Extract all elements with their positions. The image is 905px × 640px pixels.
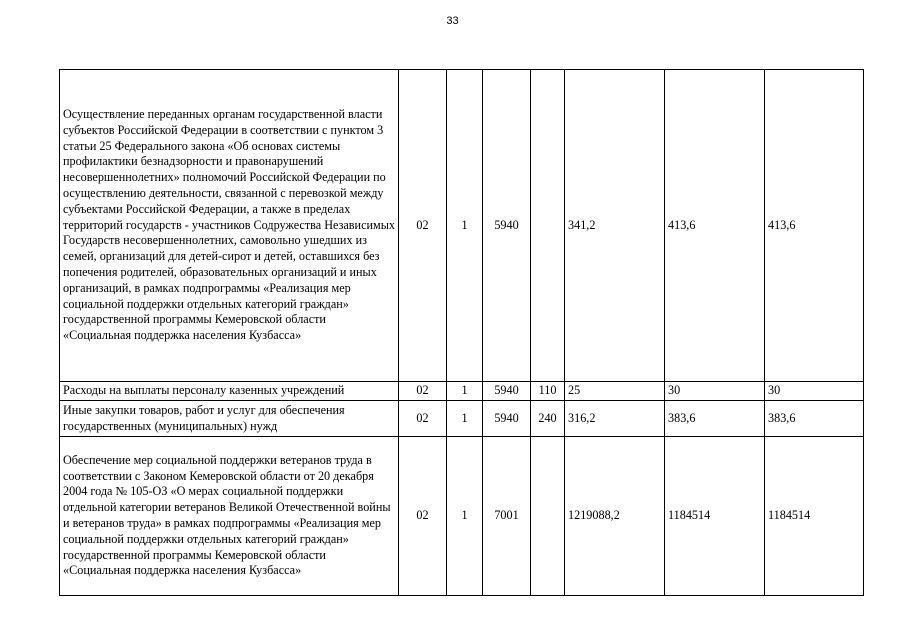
amount-year-1: 25 [565, 382, 665, 401]
table-row [60, 382, 864, 401]
row-description: Иные закупки товаров, работ и услуг для обеспечения государственных (муниципальных) нужд [60, 401, 399, 437]
amount-year-2: 30 [665, 382, 765, 401]
expense-type-code: 240 [531, 401, 565, 437]
target-article-code: 5940 [483, 401, 531, 437]
subsection-code: 1 [447, 70, 483, 382]
budget-table [59, 69, 864, 596]
subsection-code: 1 [447, 401, 483, 437]
table-row [60, 401, 864, 437]
row-description: Расходы на выплаты персоналу казенных учреждений [60, 382, 399, 401]
amount-year-2: 413,6 [665, 70, 765, 382]
page-number: 33 [446, 15, 459, 27]
amount-year-2: 383,6 [665, 401, 765, 437]
section-code: 02 [399, 437, 447, 596]
amount-year-3: 383,6 [765, 401, 864, 437]
target-article-code: 7001 [483, 437, 531, 596]
amount-year-3: 413,6 [765, 70, 864, 382]
row-description: Обеспечение мер социальной поддержки ветеранов труда в соответствии с Законом Кемеровской области от 20 декабря 2004 года № 105-ОЗ «О мерах социальной поддержки отдельной категории ветеранов Великой Отечественной войны и ветеранов труда» в рамках подпрограммы «Реализация мер социальной поддержки отдельных категорий граждан» государственной программы Кемеровской области «Социальная поддержка населения Кузбасса» [60, 437, 399, 596]
amount-year-3: 1184514 [765, 437, 864, 596]
expense-type-code: 110 [531, 382, 565, 401]
expense-type-code [531, 437, 565, 596]
section-code: 02 [399, 382, 447, 401]
subsection-code: 1 [447, 437, 483, 596]
subsection-code: 1 [447, 382, 483, 401]
table-row [60, 70, 864, 382]
target-article-code: 5940 [483, 70, 531, 382]
table-row [60, 437, 864, 596]
section-code: 02 [399, 401, 447, 437]
amount-year-1: 316,2 [565, 401, 665, 437]
target-article-code: 5940 [483, 382, 531, 401]
amount-year-3: 30 [765, 382, 864, 401]
amount-year-2: 1184514 [665, 437, 765, 596]
expense-type-code [531, 70, 565, 382]
amount-year-1: 341,2 [565, 70, 665, 382]
section-code: 02 [399, 70, 447, 382]
amount-year-1: 1219088,2 [565, 437, 665, 596]
row-description: Осуществление переданных органам государственной власти субъектов Российской Федерации в соответствии с пунктом 3 статьи 25 Федерального закона «Об основах системы профилактики безнадзорности и правонарушений несовершеннолетних» полномочий Российской Федерации по осуществлению деятельности, связанной с перевозкой между субъектами Российской Федерации, а также в пределах территорий государств - участников Содружества Независимых Государств несовершеннолетних, самовольно ушедших из семей, организаций для детей-сирот и детей, оставшихся без попечения родителей, образовательных организаций и иных организаций, в рамках подпрограммы «Реализация мер социальной поддержки отдельных категорий граждан» государственной программы Кемеровской области «Социальная поддержка населения Кузбасса» [60, 70, 399, 382]
